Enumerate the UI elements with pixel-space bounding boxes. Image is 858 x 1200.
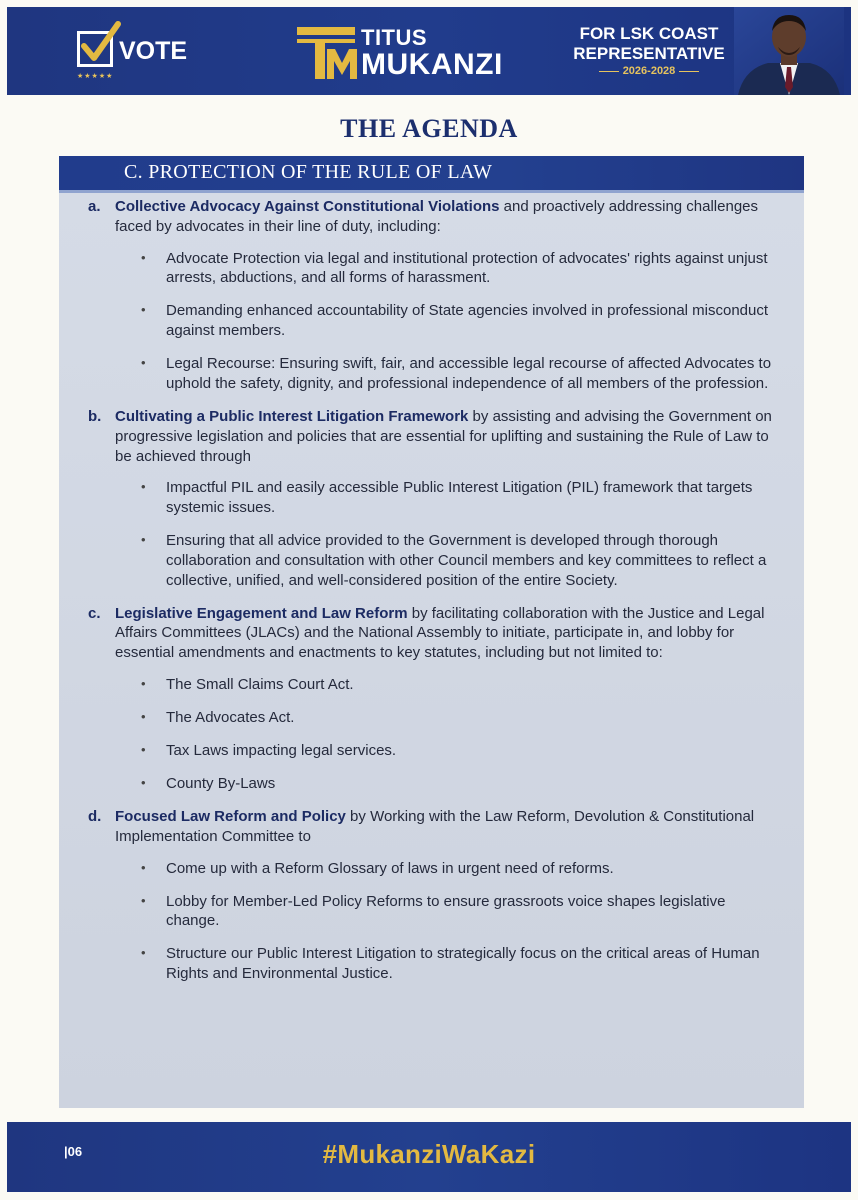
sub-item: • Impactful PIL and easily accessible Public Interest Litigation (PIL) framework that targets systemic issues. (141, 479, 753, 517)
bullet-icon: • (141, 892, 146, 908)
item-body: by Working with the Law Reform, Devolution & Constitutional Implementation Committee to (115, 808, 755, 845)
item-heading: Collective Advocacy Against Constitutional Violations (115, 198, 500, 215)
sub-item: • Come up with a Reform Glossary of laws in urgent need of reforms. (141, 859, 614, 877)
item-body: by facilitating collaboration with the Justice and Legal Affairs Committees (JLACs) and the National Assembly to initiate, participate in, and lobby for essential amendments and enactments to key statutes, including but not limited to: (115, 604, 765, 662)
vote-logo (69, 25, 199, 87)
sub-item: • Legal Recourse: Ensuring swift, fair, and accessible legal recourse of affected Advocates to uphold the safety, dignity, and professional independence of all members of the profession. (141, 355, 772, 392)
bullet-icon: • (141, 709, 146, 725)
sub-item: • The Small Claims Court Act. (141, 676, 354, 694)
bullet-icon: • (141, 302, 146, 318)
agenda-list (88, 197, 778, 997)
star-rating-icon: ★★★★★ (77, 72, 114, 80)
tm-monogram-icon (297, 27, 359, 81)
item-heading: Focused Law Reform and Policy (115, 808, 346, 826)
header-banner (7, 7, 851, 95)
position-line-2: REPRESENTATIVE (573, 44, 725, 63)
sub-item: • Lobby for Member-Led Policy Reforms to ensure grassroots voice shapes legislative change. (141, 892, 726, 930)
sub-item: • County By-Laws (141, 775, 276, 793)
item-heading: Cultivating a Public Interest Litigation Framework (115, 407, 469, 425)
list-item (88, 197, 778, 394)
position-line-1: FOR LSK COAST (579, 24, 719, 43)
item-body: and proactively addressing challenges faced by advocates in their line of duty, including: (115, 198, 759, 235)
item-heading: Legislative Engagement and Law Reform (115, 604, 408, 622)
candidate-first-name: TITUS (361, 25, 428, 50)
item-body: by assisting and advising the Government on progressive legislation and policies that are essential for uplifting and sustaining the Rule of Law to be achieved through (115, 407, 772, 465)
item-marker: d. (88, 808, 102, 826)
position-term: 2026-2028 (569, 64, 729, 78)
bullet-icon: • (141, 742, 146, 758)
position-title (569, 24, 729, 78)
item-marker: b. (88, 407, 102, 425)
list-item (88, 407, 778, 591)
bullet-icon: • (141, 775, 146, 791)
footer-banner (7, 1122, 851, 1192)
sub-item: • Advocate Protection via legal and institutional protection of advocates' rights against unjust arrests, abductions, and all forms of harassment. (141, 249, 768, 287)
candidate-last-name: MUKANZI (361, 48, 503, 81)
bullet-icon: • (141, 479, 146, 495)
bullet-icon: • (141, 532, 146, 548)
sub-item: • Structure our Public Interest Litigation to strategically focus on the critical areas of Human Rights and Environmental Justice. (141, 945, 760, 983)
sub-item: • Demanding enhanced accountability of State agencies involved in professional misconduct against members. (141, 302, 769, 340)
page-title: THE AGENDA (340, 114, 518, 143)
vote-label: VOTE (119, 37, 188, 65)
campaign-hashtag: #MukanziWaKazi (322, 1139, 536, 1169)
candidate-portrait (734, 7, 844, 95)
bullet-icon: • (141, 249, 146, 265)
sub-item: • Ensuring that all advice provided to the Government is developed through thorough collaboration and consultation with other Council members and key committees to reflect a collective, unified, and well-considered position of the entire Society. (141, 532, 767, 589)
bullet-icon: • (141, 859, 146, 875)
bullet-icon: • (141, 945, 146, 961)
sub-item: • The Advocates Act. (141, 709, 295, 727)
candidate-logo (297, 21, 517, 85)
page-number: |06 (64, 1144, 83, 1159)
list-item (88, 604, 778, 794)
section-title: C. PROTECTION OF THE RULE OF LAW (124, 161, 493, 183)
list-item (88, 807, 778, 984)
bullet-icon: • (141, 355, 146, 371)
checkbox-icon (77, 31, 113, 67)
bullet-icon: • (141, 676, 146, 692)
item-marker: a. (88, 198, 101, 215)
sub-item: • Tax Laws impacting legal services. (141, 742, 397, 760)
item-marker: c. (88, 604, 101, 622)
